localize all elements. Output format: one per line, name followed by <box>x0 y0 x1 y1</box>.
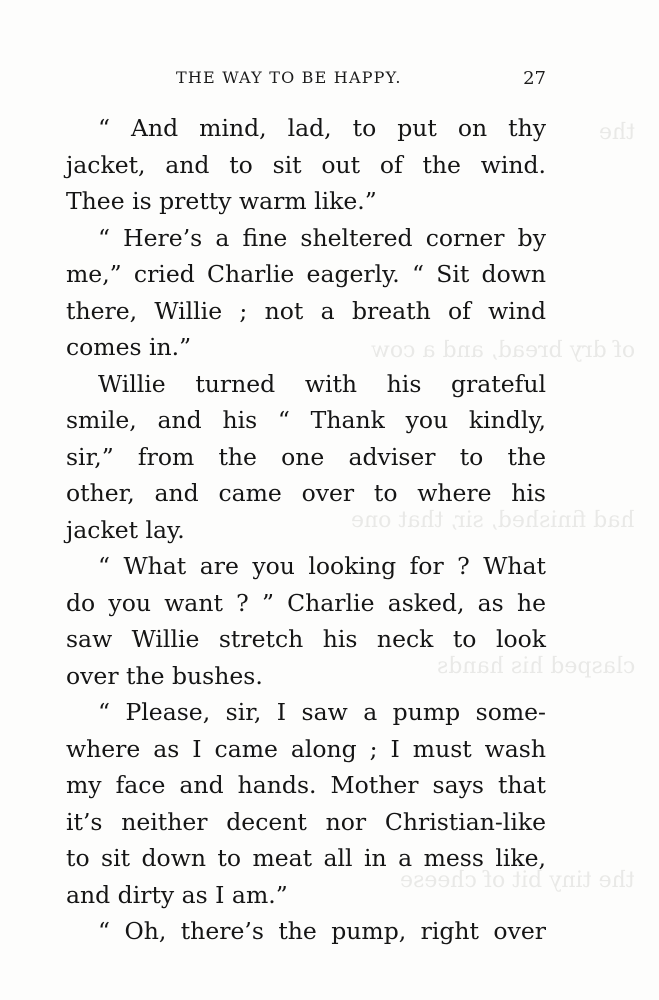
text-line: to sit down to meat all in a mess like, <box>66 844 546 872</box>
text-line: my face and hands. Mother says that <box>66 771 546 799</box>
show-through-text: of dry bread, and a cow <box>370 338 635 363</box>
text-line: Willie turned with his grateful <box>98 369 546 398</box>
text-line: over the bushes. <box>66 661 263 690</box>
show-through-text: the tiny bit of cheese <box>400 868 635 893</box>
text-line: “ What are you looking for ? What <box>98 552 546 580</box>
page-header <box>66 64 546 94</box>
text-line: Thee is pretty warm like.” <box>66 187 377 215</box>
text-line: and dirty as I am.” <box>66 880 288 909</box>
page-number: 27 <box>523 68 546 89</box>
text-line: “ Please, sir, I saw a pump some- <box>98 698 546 726</box>
text-line: “ Oh, there’s the pump, right over <box>98 917 546 945</box>
running-title: THE WAY TO BE HAPPY. <box>176 68 402 87</box>
text-line: it’s neither decent nor Christian-like <box>66 807 546 836</box>
text-line: sir,” from the one adviser to the <box>66 442 546 471</box>
text-line: do you want ? ” Charlie asked, as he <box>66 588 546 617</box>
text-line: “ And mind, lad, to put on thy <box>98 114 546 142</box>
text-line: there, Willie ; not a breath of wind <box>66 296 546 325</box>
body-text <box>66 110 546 950</box>
text-line: me,” cried Charlie eagerly. “ Sit down <box>66 260 546 288</box>
show-through-text: the <box>598 120 635 145</box>
text-line: comes in.” <box>66 333 192 361</box>
show-through-text: had finished, sir, that one <box>351 508 635 533</box>
show-through-text: clasped his hands <box>436 654 635 679</box>
text-line: other, and came over to where his <box>66 479 546 507</box>
text-line: jacket, and to sit out of the wind. <box>66 150 546 179</box>
text-line: jacket lay. <box>66 515 185 544</box>
text-line: “ Here’s a fine sheltered corner by <box>98 223 546 252</box>
text-line: smile, and his “ Thank you kindly, <box>66 406 546 434</box>
text-line: saw Willie stretch his neck to look <box>66 625 546 653</box>
text-line: where as I came along ; I must wash <box>66 734 546 763</box>
